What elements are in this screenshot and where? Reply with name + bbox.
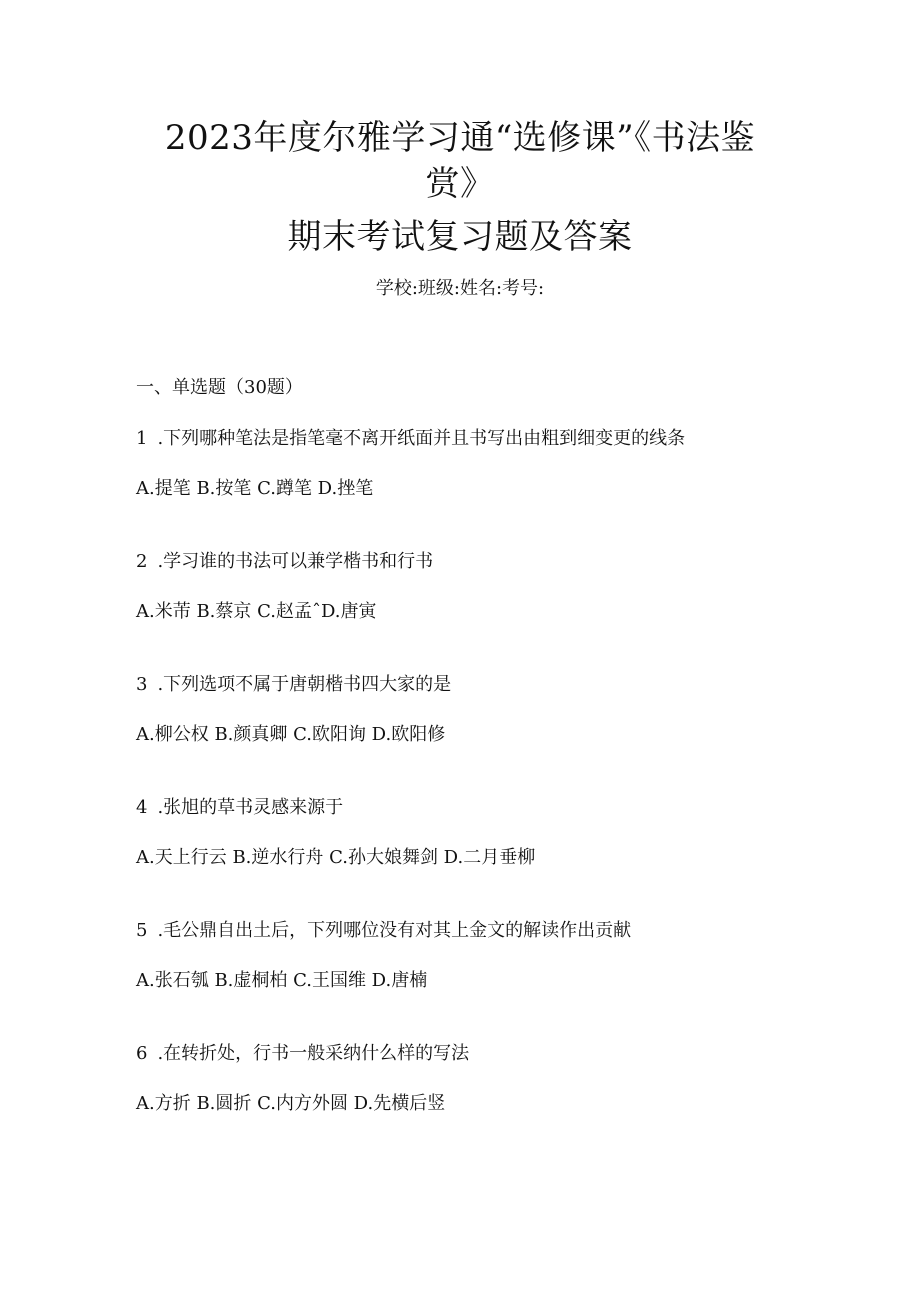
title-line-1: 2023年度尔雅学习通“选修课”《书法鉴 [164,118,756,158]
question-number: 2 [136,551,148,572]
question-stem: .下列哪种笔法是指笔毫不离开纸面并且书写出由粗到细变更的线条 [157,428,686,449]
student-info-line: 学校:班级:姓名:考号: [375,278,545,299]
question-6 [136,1041,469,1067]
question-stem: .下列选项不属于唐朝楷书四大家的是 [157,674,452,695]
question-number: 6 [136,1043,148,1064]
question-2-options: A.米芾 B.蔡京 C.赵孟ˆD.唐寅 [136,601,377,622]
question-number: 4 [136,797,148,818]
section-heading: 一、单选题（30题） [136,377,303,398]
question-number: 3 [136,674,148,695]
question-stem: .在转折处，行书一般采纳什么样的写法 [157,1043,470,1064]
question-number: 5 [136,920,148,941]
title-line-2: 赏》 [425,164,495,204]
question-2 [136,549,433,575]
question-stem: .学习谁的书法可以兼学楷书和行书 [157,551,434,572]
title-line-3: 期末考试复习题及答案 [287,217,633,257]
question-1-options: A.提笔 B.按笔 C.蹲笔 D.挫笔 [136,478,374,499]
question-1 [136,426,685,452]
question-4-options: A.天上行云 B.逆水行舟 C.孙大娘舞剑 D.二月垂柳 [136,847,536,868]
question-3 [136,672,451,698]
question-number: 1 [136,428,148,449]
question-stem: .张旭的草书灵感来源于 [157,797,344,818]
question-6-options: A.方折 B.圆折 C.内方外圆 D.先横后竖 [136,1093,446,1114]
question-3-options: A.柳公权 B.颜真卿 C.欧阳询 D.欧阳修 [136,724,446,745]
question-4 [136,795,343,821]
question-stem: .毛公鼎自出土后，下列哪位没有对其上金文的解读作出贡献 [157,920,632,941]
question-5-options: A.张石瓠 B.虚桐柏 C.王国维 D.唐楠 [136,970,428,991]
question-5 [136,918,631,944]
